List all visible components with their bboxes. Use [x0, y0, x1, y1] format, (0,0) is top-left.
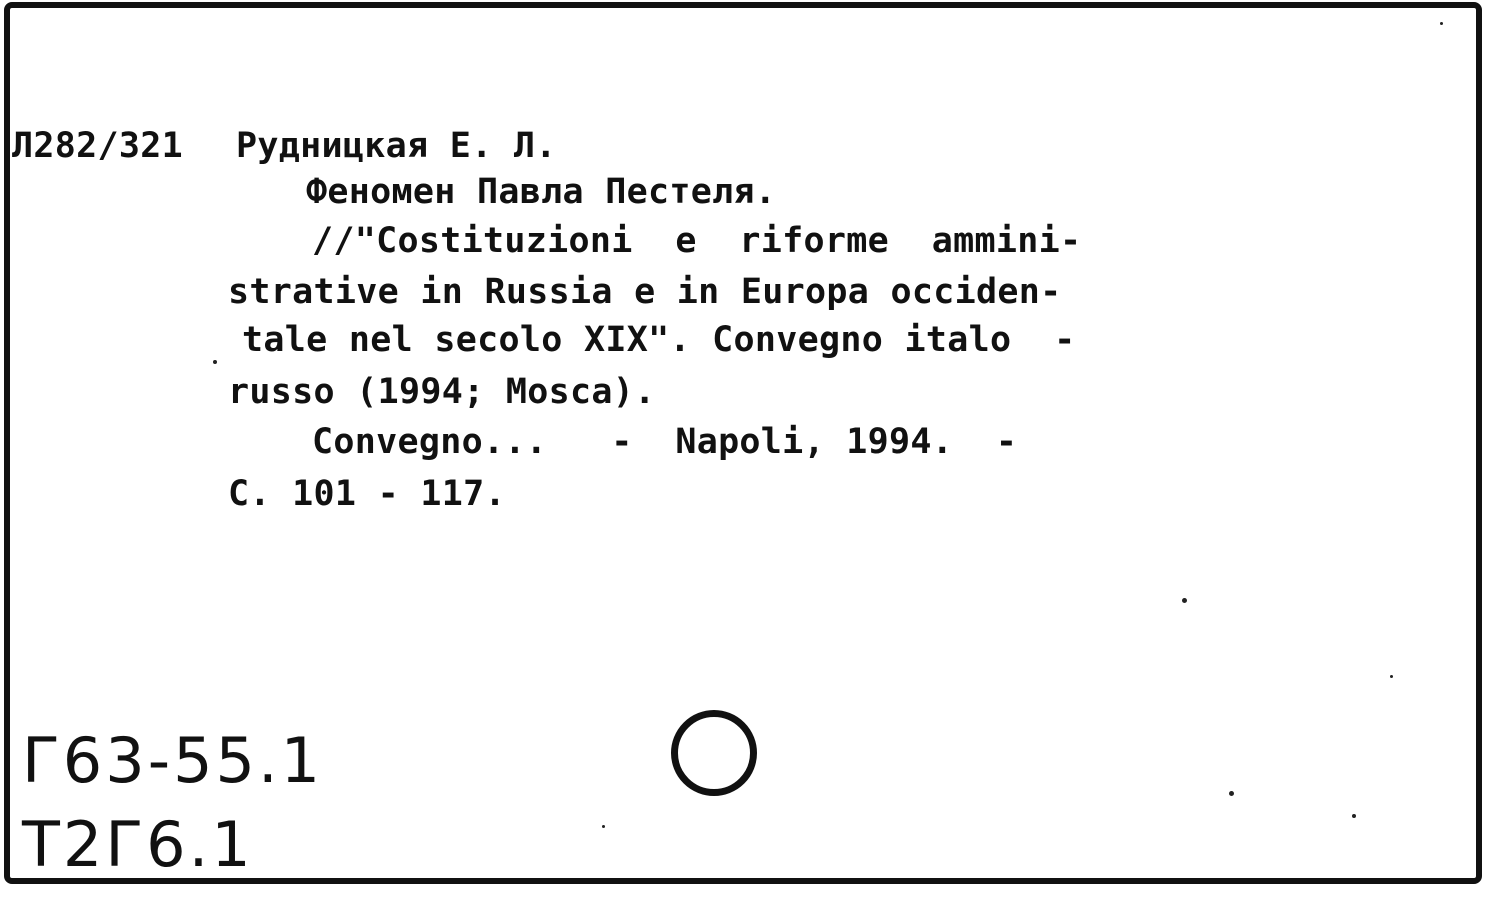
handwritten-code: Т2Г6.1 [22, 808, 254, 881]
source-line: //"Costituzioni e riforme ammini- [312, 221, 1082, 261]
handwritten-code: Г63-55.1 [22, 724, 324, 797]
scan-speck [602, 825, 605, 828]
work-title: Феномен Павла Пестеля. [306, 172, 777, 212]
author-heading: Рудницкая Е. Л. [236, 126, 557, 166]
source-line: russo (1994; Mosca). [228, 372, 656, 412]
shelfmark: Л282/321 [12, 126, 183, 166]
scan-speck [213, 360, 217, 364]
publication-line: Convegno... - Napoli, 1994. - [312, 422, 1018, 462]
punch-hole [671, 710, 757, 796]
scan-speck [1352, 814, 1356, 818]
page-range: С. 101 - 117. [228, 474, 506, 514]
scan-speck [1390, 675, 1393, 678]
source-line: strative in Russia e in Europa occiden- [228, 272, 1062, 312]
scan-speck [1182, 598, 1187, 603]
source-line: tale nel secolo XIX". Convegno italo - [242, 320, 1076, 360]
scan-speck [1229, 791, 1234, 796]
scan-speck [1440, 22, 1443, 25]
